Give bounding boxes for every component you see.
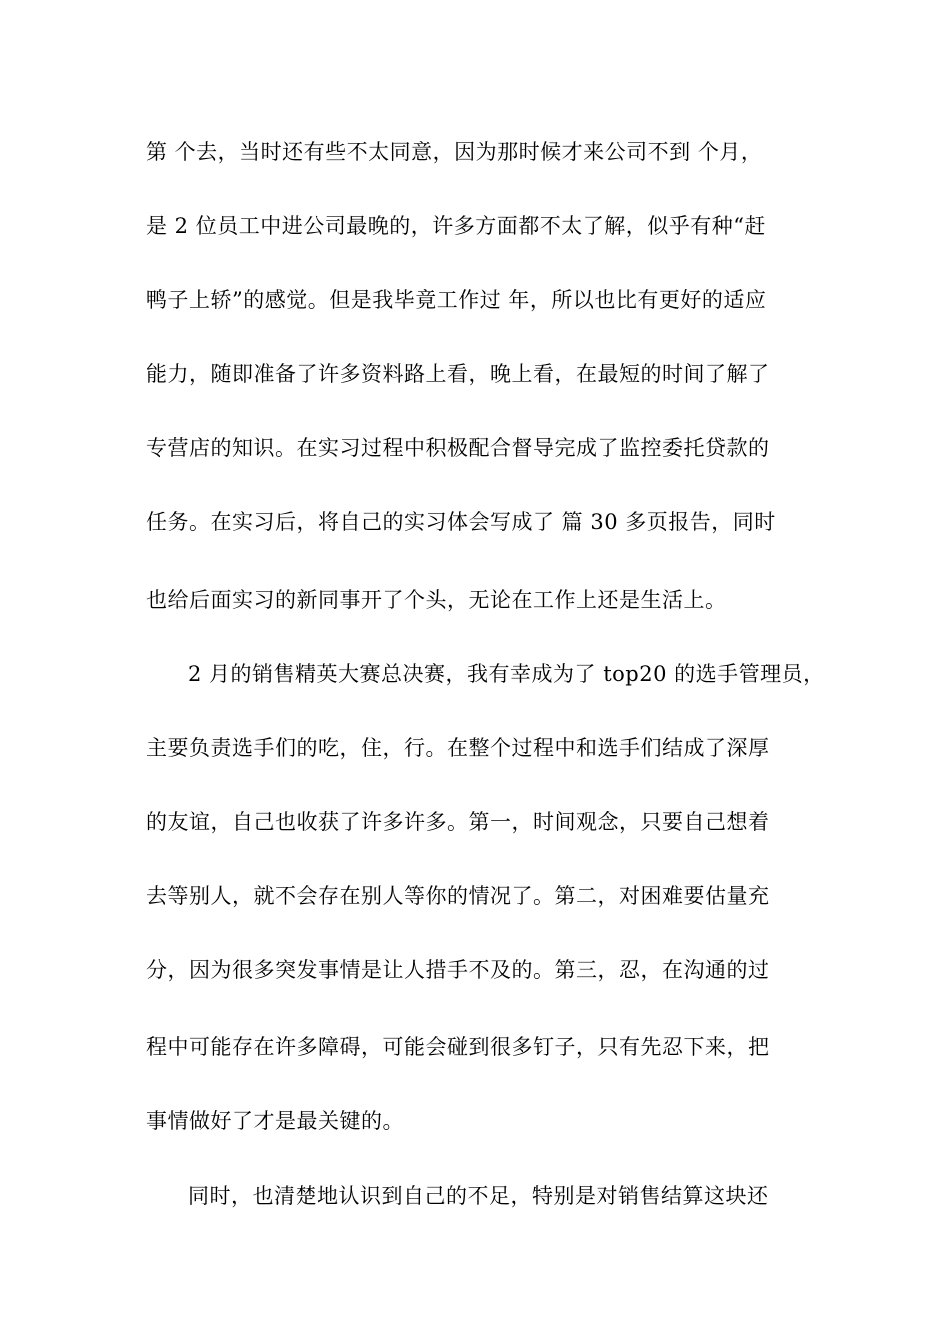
text-line: 也给后面实习的新同事开了个头，无论在工作上还是生活上。	[146, 588, 727, 612]
text-line: 的友谊，自己也收获了许多许多。第一，时间观念，只要自己想着	[146, 810, 770, 834]
paragraph-start-line: 同时，也清楚地认识到自己的不足，特别是对销售结算这块还	[188, 1184, 769, 1208]
text-line: 程中可能存在许多障碍，可能会碰到很多钉子，只有先忍下来，把	[146, 1035, 770, 1059]
text-line: 去等别人，就不会存在别人等你的情况了。第二，对困难要估量充	[146, 884, 770, 908]
text-line: 分，因为很多突发事情是让人措手不及的。第三，忍，在沟通的过	[146, 958, 770, 982]
text-line: 任务。在实习后，将自己的实习体会写成了 篇 30 多页报告，同时	[146, 510, 776, 534]
text-line: 能力，随即准备了许多资料路上看，晚上看，在最短的时间了解了	[146, 362, 770, 386]
text-line: 事情做好了才是最关键的。	[146, 1109, 404, 1133]
text-line: 专营店的知识。在实习过程中积极配合督导完成了监控委托贷款的	[146, 436, 770, 460]
paragraph-start-line: 2 月的销售精英大赛总决赛，我有幸成为了 top20 的选手管理员，	[188, 662, 825, 686]
text-line: 第 个去，当时还有些不太同意，因为那时候才来公司不到 个月，	[146, 140, 763, 164]
text-line: 鸭子上轿”的感觉。但是我毕竟工作过 年，所以也比有更好的适应	[146, 288, 767, 312]
text-line: 主要负责选手们的吃，住，行。在整个过程中和选手们结成了深厚	[146, 736, 770, 760]
text-line: 是 2 位员工中进公司最晚的，许多方面都不太了解，似乎有种“赶	[146, 214, 766, 238]
